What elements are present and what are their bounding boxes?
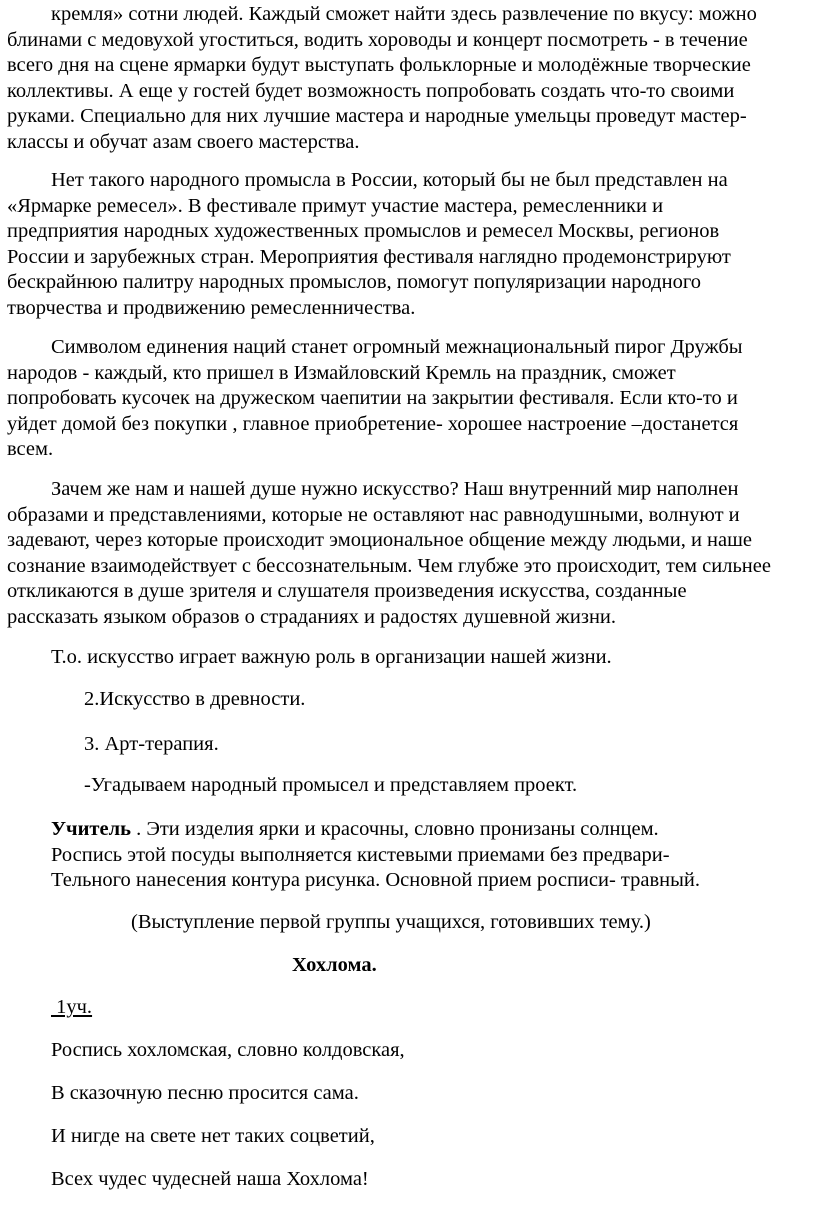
- paragraph-friendship-pie: [0, 335, 816, 463]
- text-line: Зачем же нам и нашей душе нужно искусство? Наш внутренний мир наполнен: [51, 478, 739, 500]
- text-line: откликаются в душе зрителя и слушателя произведения искусства, созданные: [7, 580, 687, 602]
- text-line: бескрайнюю палитру народных промыслов, помогут популяризации народного: [7, 271, 701, 293]
- teacher-line: [0, 817, 816, 843]
- text-line: «Ярмарке ремесел». В фестивале примут участие мастера, ремесленники и: [7, 194, 664, 217]
- group-note: (Выступление первой группы учащихся, готовивших тему.): [131, 911, 651, 933]
- poem-line: Роспись хохломская, словно колдовская,: [51, 1039, 405, 1061]
- speaker-label: 1уч.: [51, 996, 93, 1018]
- text-line: сознание взаимодействует с бессознательным. Чем глубже это происходит, тем сильнее: [7, 554, 771, 577]
- text-line: уйдет домой без покупки , главное приобретение- хорошее настроение –достанется: [7, 412, 739, 435]
- poem-line: Всех чудес чудесней наша Хохлома!: [51, 1168, 369, 1190]
- text-line: предприятия народных художественных промыслов и ремесел Москвы, регионов: [7, 220, 720, 242]
- text-line: задевают, через которые происходит эмоциональное общение между людьми, и наше: [7, 529, 752, 551]
- paragraph-why-art: [0, 477, 816, 630]
- text-line: Символом единения наций станет огромный межнациональный пирог Дружбы: [51, 336, 743, 358]
- text-line: кремля» сотни людей. Каждый сможет найти здесь развлечение по вкусу: можно: [51, 3, 757, 25]
- text-line: коллективы. А еще у гостей будет возможность попробовать создать что-то своими: [7, 79, 735, 102]
- list-item: 3. Арт-терапия.: [84, 733, 219, 755]
- text-line: Тельного нанесения контура рисунка. Основной прием росписи- травный.: [51, 869, 700, 891]
- list-item: -Угадываем народный промысел и представляем проект.: [84, 774, 578, 796]
- poem-line: В сказочную песню просится сама.: [51, 1082, 359, 1104]
- text-line: России и зарубежных стран. Мероприятия фестиваля наглядно продемонстрируют: [7, 245, 731, 268]
- poem-line: И нигде на свете нет таких соцветий,: [51, 1125, 375, 1147]
- teacher-line-text: . Эти изделия ярки и красочны, словно пронизаны солнцем.: [130, 818, 659, 840]
- text-line: народов - каждый, кто пришел в Измайловский Кремль на праздник, сможет: [7, 361, 676, 384]
- text-line: образами и представлениями, которые не оставляют нас равнодушными, волнуют и: [7, 503, 740, 526]
- text-line: попробовать кусочек на дружеском чаепитии на закрытии фестиваля. Если кто-то и: [7, 387, 738, 409]
- teacher-block: [0, 817, 816, 894]
- conclusion-text: Т.о. искусство играет важную роль в организации нашей жизни.: [51, 646, 612, 668]
- text-line: блинами с медовухой угоститься, водить хороводы и концерт посмотреть - в течение: [7, 28, 748, 51]
- text-line: рассказать языком образов о страданиях и радостях душевной жизни.: [7, 605, 617, 628]
- text-line: всего дня на сцене ярмарки будут выступать фольклорные и молодёжные творческие: [7, 54, 751, 76]
- text-line: Роспись этой посуды выполняется кистевыми приемами без предвари-: [51, 843, 670, 866]
- list-item: 2.Искусство в древности.: [84, 688, 306, 710]
- paragraph-crafts-fair: [0, 168, 816, 321]
- text-line: творчества и продвижению ремесленничества.: [7, 296, 416, 319]
- teacher-label: Учитель: [51, 818, 131, 840]
- paragraph-fair-entertainment: [0, 2, 816, 155]
- text-line: классы и обучат азам своего мастерства.: [7, 130, 360, 153]
- text-line: Нет такого народного промысла в России, который бы не был представлен на: [51, 169, 728, 191]
- text-line: всем.: [7, 438, 54, 460]
- section-title: Хохлома.: [292, 954, 377, 976]
- text-line: руками. Специально для них лучшие мастера и народные умельцы проведут мастер-: [7, 105, 747, 127]
